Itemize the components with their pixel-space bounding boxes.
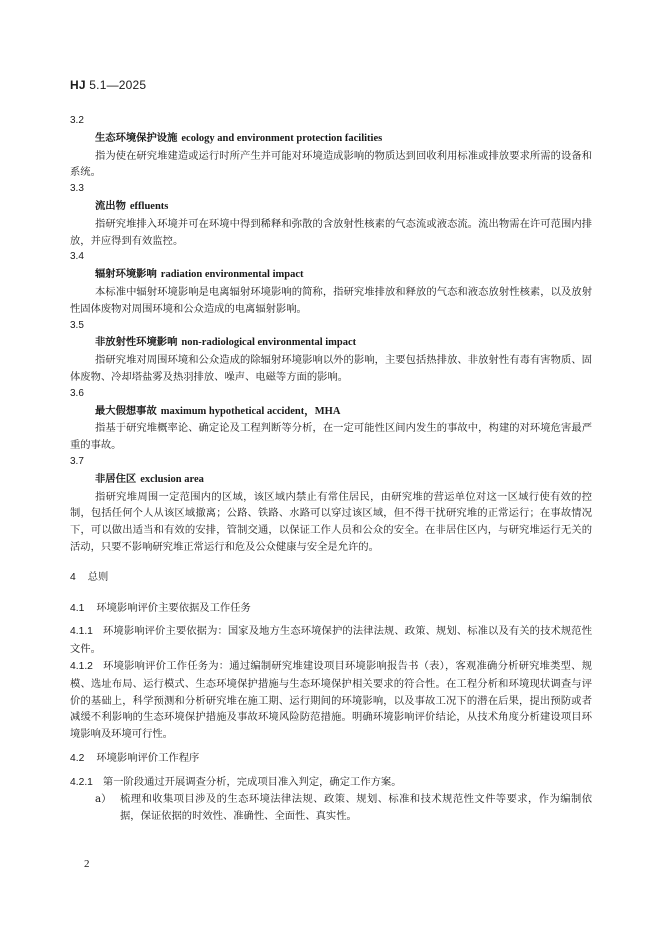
term-title [70, 403, 592, 421]
standard-code-number: 5.1—2025 [89, 78, 147, 92]
clause [70, 774, 592, 792]
list-item-marker: a） [95, 793, 112, 806]
term-number: 3.4 [70, 251, 84, 263]
term-title-zh: 非居住区 [95, 472, 137, 485]
term-number: 3.2 [70, 115, 84, 126]
term-title-zh: 最大假想事故 [95, 404, 157, 417]
term-title [70, 334, 592, 352]
term-title-en: radiation environmental impact [160, 269, 304, 281]
term-entry [70, 386, 592, 454]
clause-text: 环境影响评价工作任务为：通过编制研究堆建设项目环境影响报告书（表），客观准确分析研究堆类型、规模、选址布局、运行模式、生态环境保护措施与生态环境保护相关要求的符合性。在工程分析和环境现状调查与评价的基础上，科学预测和分析研究堆在施工期、运行期间的环境影响，以及事故工况下的潜在后果，提出预防或者减缓不利影响的生态环境保护措施及事故环境风险防范措施。明确环境影响评价结论，从技术角度分析建设项目环境影响及环境可行性。 [70, 659, 592, 741]
clause-number: 4.1.2 [70, 660, 93, 672]
term-number: 3.5 [70, 319, 84, 331]
subsection-number: 4.2 [70, 752, 85, 764]
subsection-heading [70, 601, 592, 618]
term-entry [70, 113, 592, 181]
term-title [70, 198, 592, 216]
term-title-en: maximum hypothetical accident，MHA [160, 405, 341, 417]
term-entry [70, 454, 592, 556]
term-number: 3.3 [70, 183, 84, 195]
term-title-zh: 生态环境保护设施 [95, 131, 178, 144]
term-entry [70, 249, 592, 317]
list-item [70, 791, 592, 825]
term-definition: 指研究堆排入环境并可在环境中得到稀释和弥散的含放射性核素的气态流或液态流。流出物需在许可范围内排放，并应得到有效监控。 [70, 217, 592, 247]
term-number: 3.6 [70, 387, 84, 399]
term-entry [70, 318, 592, 386]
term-title [70, 266, 592, 284]
term-title-en: ecology and environment protection facilities [181, 132, 383, 144]
term-definition: 本标准中辐射环境影响是电离辐射环境影响的简称，指研究堆排放和释放的气态和液态放射性核素，以及放射性固体废物对周围环境和公众造成的电离辐射影响。 [70, 285, 592, 315]
list-item-text: 梳理和收集项目涉及的生态环境法律法规、政策、规划、标准和技术规范性文件等要求，作为编制依据，保证依据的时效性、准确性、全面性、真实性。 [120, 793, 592, 823]
clause-text: 第一阶段通过开展调查分析，完成项目准入判定，确定工作方案。 [102, 775, 402, 788]
term-entry [70, 181, 592, 249]
subsection-title: 环境影响评价工作程序 [96, 752, 200, 764]
term-definition: 指基于研究堆概率论、确定论及工程判断等分析，在一定可能性区间内发生的事故中，构建的对环境危害最严重的事故。 [70, 422, 592, 452]
standard-code-header [70, 78, 146, 92]
term-definition: 指为使在研究堆建造或运行时所产生并可能对环境造成影响的物质达到回收利用标准或排放要求所需的设备和系统。 [70, 149, 592, 179]
term-title-en: effluents [129, 200, 169, 212]
page-number: 2 [84, 858, 90, 870]
term-title-en: non-radiological environmental impact [181, 337, 357, 349]
clause-text: 环境影响评价主要依据为：国家及地方生态环境保护的法律法规、政策、规划、标准以及有关的技术规范性文件。 [70, 625, 592, 656]
clause [70, 623, 592, 658]
term-title-en: exclusion area [140, 473, 204, 485]
term-number: 3.7 [70, 455, 84, 467]
section-number: 4 [70, 571, 76, 583]
term-title-zh: 辐射环境影响 [95, 268, 157, 281]
subsection-number: 4.1 [70, 602, 85, 614]
term-title [70, 130, 592, 148]
subsection-heading [70, 751, 592, 768]
document-body [70, 113, 592, 825]
term-definition: 指研究堆对周围环境和公众造成的除辐射环境影响以外的影响，主要包括热排放、非放射性有毒有害物质、固体废物、冷却塔盐雾及热羽排放、噪声、电磁等方面的影响。 [70, 354, 592, 383]
standard-code-prefix: HJ [70, 78, 86, 92]
term-title [70, 471, 592, 489]
clause-number: 4.2.1 [70, 776, 93, 788]
clause-number: 4.1.1 [70, 626, 93, 638]
section-heading [70, 570, 592, 587]
subsection-title: 环境影响评价主要依据及工作任务 [96, 602, 251, 614]
section-title: 总则 [87, 571, 109, 583]
clause [70, 658, 592, 743]
term-definition: 指研究堆周围一定范围内的区域，该区域内禁止有常住居民，由研究堆的营运单位对这一区域行使有效的控制，包括任何个人从该区域撤离；公路、铁路、水路可以穿过该区域，但不得干扰研究堆的正常运行；在事故情况下，可以做出适当和有效的安排，管制交通，以保证工作人员和公众的安全。在非居住区内，与研究堆运行无关的活动，只要不影响研究堆正常运行和危及公众健康与安全是允许的。 [70, 490, 592, 553]
term-title-zh: 流出物 [95, 199, 126, 212]
term-title-zh: 非放射性环境影响 [95, 336, 178, 349]
